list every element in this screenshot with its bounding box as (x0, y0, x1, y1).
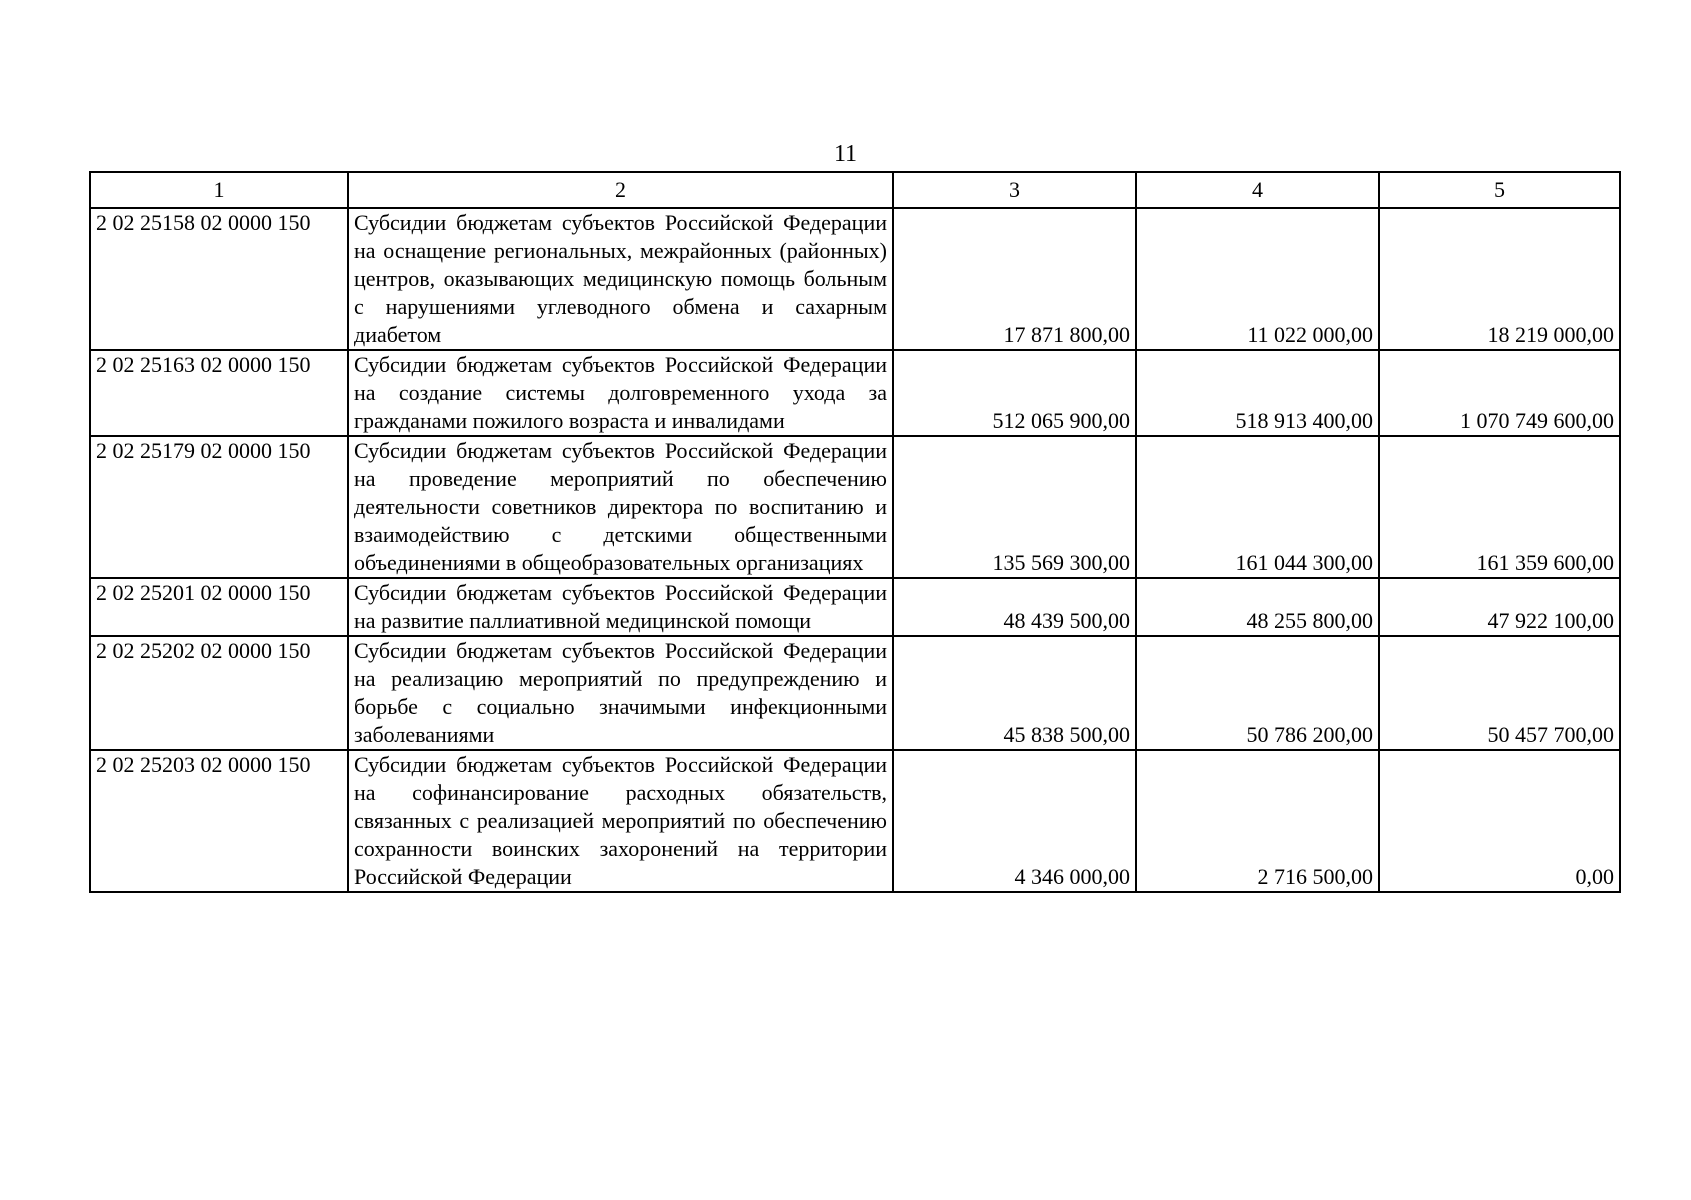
budget-code-cell: 2 02 25203 02 0000 150 (90, 750, 348, 892)
description-cell: Субсидии бюджетам субъектов Российской Федерации на оснащение региональных, межрайонных (районных) центров, оказывающих медицинскую помощь больным с нарушениями углеводного обмена и сахарным диабетом (348, 208, 893, 350)
column-header: 3 (893, 172, 1136, 208)
page-number: 11 (833, 141, 858, 167)
column-header: 1 (90, 172, 348, 208)
amount-cell: 0,00 (1379, 750, 1620, 892)
amount-cell: 45 838 500,00 (893, 636, 1136, 750)
column-header: 2 (348, 172, 893, 208)
budget-table (89, 171, 1621, 893)
description-cell: Субсидии бюджетам субъектов Российской Федерации на реализацию мероприятий по предупреждению и борьбе с социально значимыми инфекционными заболеваниями (348, 636, 893, 750)
amount-cell: 2 716 500,00 (1136, 750, 1379, 892)
amount-cell: 135 569 300,00 (893, 436, 1136, 578)
table-row (90, 350, 1620, 436)
amount-cell: 1 070 749 600,00 (1379, 350, 1620, 436)
table-row (90, 750, 1620, 892)
table-row (90, 578, 1620, 636)
budget-code-cell: 2 02 25158 02 0000 150 (90, 208, 348, 350)
table-header-row (90, 172, 1620, 208)
amount-cell: 11 022 000,00 (1136, 208, 1379, 350)
amount-cell: 4 346 000,00 (893, 750, 1136, 892)
description-cell: Субсидии бюджетам субъектов Российской Федерации на проведение мероприятий по обеспечению деятельности советников директора по воспитанию и взаимодействию с детскими общественными объединениями в общеобразовательных организациях (348, 436, 893, 578)
description-cell: Субсидии бюджетам субъектов Российской Федерации на развитие паллиативной медицинской помощи (348, 578, 893, 636)
amount-cell: 518 913 400,00 (1136, 350, 1379, 436)
table-row (90, 436, 1620, 578)
table-row (90, 208, 1620, 350)
budget-code-cell: 2 02 25163 02 0000 150 (90, 350, 348, 436)
budget-code-cell: 2 02 25201 02 0000 150 (90, 578, 348, 636)
budget-code-cell: 2 02 25179 02 0000 150 (90, 436, 348, 578)
column-header: 5 (1379, 172, 1620, 208)
amount-cell: 48 439 500,00 (893, 578, 1136, 636)
description-cell: Субсидии бюджетам субъектов Российской Федерации на создание системы долговременного ухода за гражданами пожилого возраста и инвалидами (348, 350, 893, 436)
amount-cell: 18 219 000,00 (1379, 208, 1620, 350)
amount-cell: 50 457 700,00 (1379, 636, 1620, 750)
amount-cell: 161 044 300,00 (1136, 436, 1379, 578)
amount-cell: 512 065 900,00 (893, 350, 1136, 436)
amount-cell: 161 359 600,00 (1379, 436, 1620, 578)
column-header: 4 (1136, 172, 1379, 208)
table-row (90, 636, 1620, 750)
budget-code-cell: 2 02 25202 02 0000 150 (90, 636, 348, 750)
amount-cell: 47 922 100,00 (1379, 578, 1620, 636)
amount-cell: 17 871 800,00 (893, 208, 1136, 350)
amount-cell: 48 255 800,00 (1136, 578, 1379, 636)
amount-cell: 50 786 200,00 (1136, 636, 1379, 750)
description-cell: Субсидии бюджетам субъектов Российской Федерации на софинансирование расходных обязательств, связанных с реализацией мероприятий по обеспечению сохранности воинских захоронений на территории Российской Федерации (348, 750, 893, 892)
